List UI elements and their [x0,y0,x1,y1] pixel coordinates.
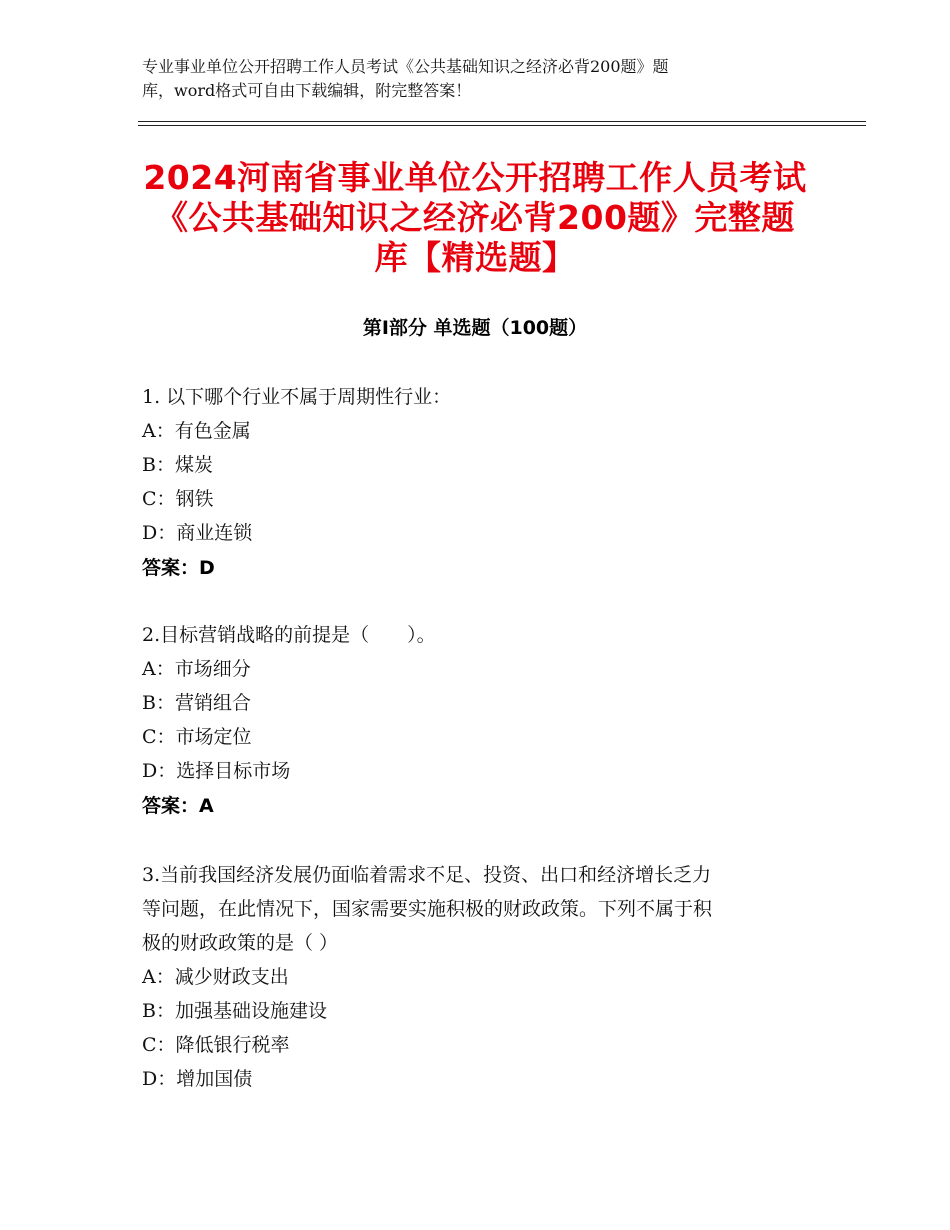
header-text-line-1: 专业事业单位公开招聘工作人员考试《公共基础知识之经济必背200题》题 [142,57,669,76]
question-2-option-a: A：市场细分 [142,658,251,680]
question-1-option-a: A：有色金属 [142,420,251,442]
question-2-text: 2.目标营销战略的前提是（ ）。 [142,624,436,646]
question-2-option-b: B：营销组合 [142,692,251,714]
question-3-text-line-1: 3.当前我国经济发展仍面临着需求不足、投资、出口和经济增长乏力 [142,864,712,886]
question-1-answer: 答案：D [142,557,215,579]
question-3-text-line-3: 极的财政政策的是（ ） [142,932,339,954]
document-title-line-3: 库【精选题】 [374,238,576,277]
question-3-option-c: C：降低银行税率 [142,1034,290,1056]
question-2-answer: 答案：A [142,795,214,817]
document-title-line-2: 《公共基础知识之经济必背200题》完整题 [155,198,795,237]
section-heading: 第Ⅰ部分 单选题（100题） [362,317,588,339]
question-2-option-d: D：选择目标市场 [142,760,291,782]
header-divider-top [138,121,866,122]
question-1-text: 1. 以下哪个行业不属于周期性行业： [142,386,452,408]
question-1-option-d: D：商业连锁 [142,522,253,544]
question-3-option-b: B：加强基础设施建设 [142,1000,327,1022]
question-1-option-c: C：钢铁 [142,488,214,510]
header-text-line-2: 库，word格式可自由下载编辑，附完整答案！ [142,81,472,100]
header-divider-bottom [138,125,866,126]
question-3-text-line-2: 等问题，在此情况下，国家需要实施积极的财政政策。下列不属于积 [142,898,713,920]
question-3-option-a: A：减少财政支出 [142,966,289,988]
question-1-option-b: B：煤炭 [142,454,213,476]
document-title-line-1: 2024河南省事业单位公开招聘工作人员考试 [143,158,807,197]
question-2-option-c: C：市场定位 [142,726,252,748]
question-3-option-d: D：增加国债 [142,1068,253,1090]
